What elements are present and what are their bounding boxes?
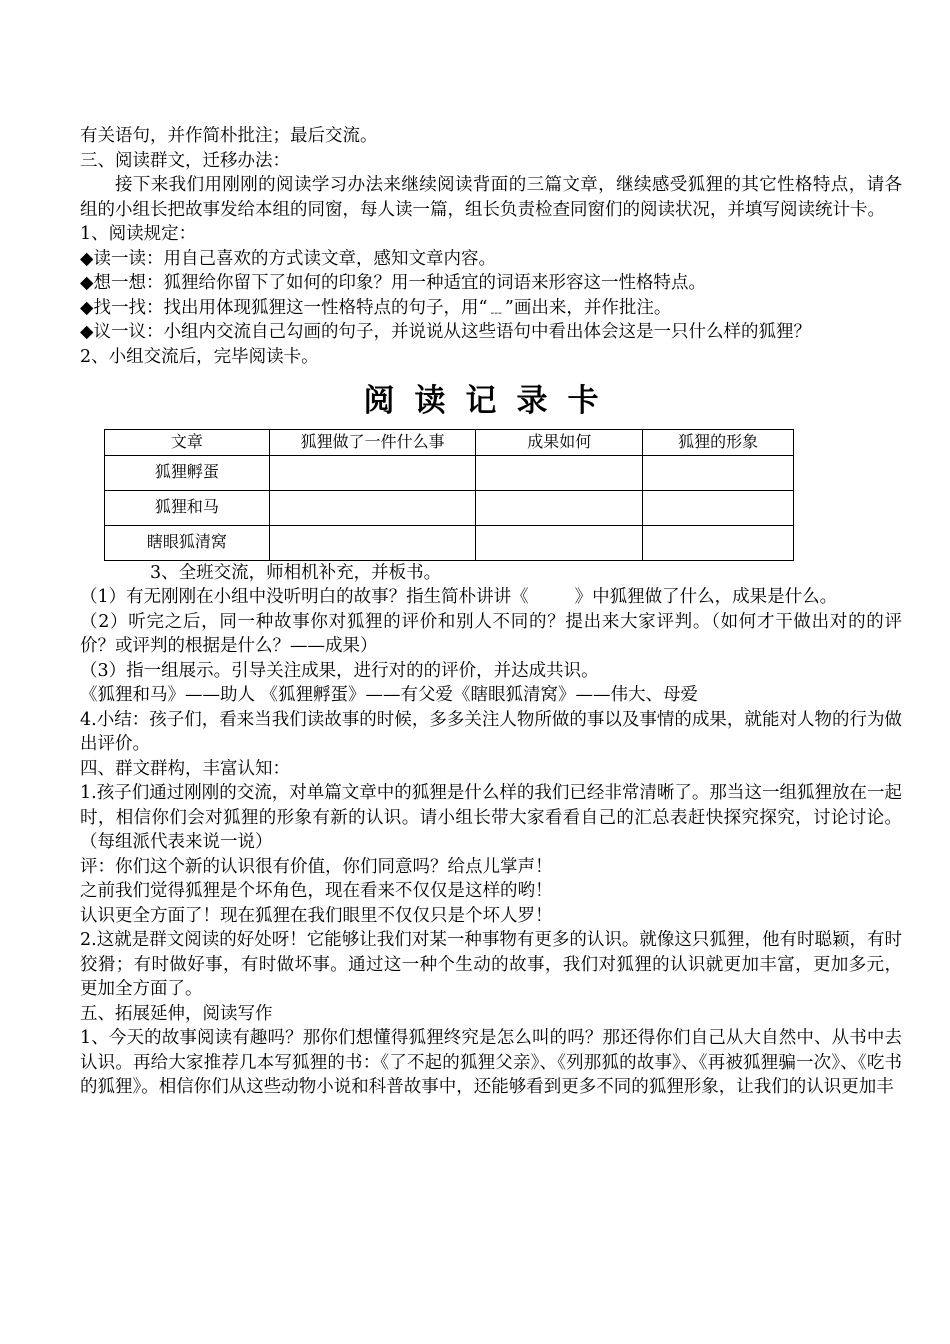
table-header: 狐狸做了一件什么事 [269,430,476,456]
table-header: 狐狸的形象 [643,430,794,456]
table-header-row [105,430,794,456]
table-cell-article: 狐狸孵蛋 [105,455,270,490]
rule-item: ◆读一读：用自己喜欢的方式读文章，感知文章内容。 [80,248,496,269]
step-3: 3、全班交流，师相机补充，并板书。 [150,562,442,583]
section-heading-3: 三、阅读群文，迁移办法： [80,150,290,171]
question-3: （3）指一组展示。引导关注成果，进行对的的评价，并达成共识。 [80,660,599,681]
rule-item: ◆想一想：狐狸给你留下了如何的印象？用一种适宜的词语来形容这一性格特点。 [80,273,706,293]
rules-heading: 1、阅读规定： [80,224,197,244]
section-heading-5: 五、拓展延伸，阅读写作 [80,1003,273,1024]
table-header: 成果如何 [476,430,643,456]
document-page [80,124,902,1100]
table-cell-empty [476,455,643,490]
section-4-paragraph-1: 1.孩子们通过刚刚的交流，对单篇文章中的狐狸是什么样的我们已经非常清晰了。那当这一组狐狸放在一起时，相信你们会对狐狸的形象有新的认识。请小组长带大家看看自己的汇总表赶快探究探究，讨论讨论。（每组派代表来说一说） [80,783,902,852]
table-cell-empty [269,490,476,525]
table-cell-empty [269,455,476,490]
table-header: 文章 [105,430,270,456]
rule-item: ◆找一找：找出用体现狐狸这一性格特点的句子，用“﹍”画出来，并作批注。 [80,297,672,318]
table-cell-article: 瞎眼狐清窝 [105,525,270,560]
table-row [105,525,794,560]
section-5-paragraph-1: 1、今天的故事阅读有趣吗？那你们想懂得狐狸终究是怎么叫的吗？那还得你们自己从大自然中、从书中去认识。再给大家推荐几本写狐狸的书：《了不起的狐狸父亲》、《列那狐的故事》、《再被狐狸骗一次》、《吃书的狐狸》。相信你们从这些动物小说和科普故事中，还能够看到更多不同的狐狸形象，让我们的认识更加丰 [80,1028,902,1097]
question-2: （2）听完之后，同一种故事你对狐狸的评价和别人不同的？提出来大家评判。（如何才干做出对的的评价？或评判的根据是什么？——成果） [80,611,902,656]
table-cell-empty [476,490,643,525]
comment-line: 认识更全方面了！现在狐狸在我们眼里不仅仅只是个坏人罗！ [80,905,553,926]
table-cell-empty [269,525,476,560]
step-2: 2、小组交流后，完毕阅读卡。 [80,346,319,367]
summary: 4.小结：孩子们，看来当我们读故事的时候，多多关注人物所做的事以及事情的成果，就能对人物的行为做出评价。 [80,709,902,754]
table-cell-empty [643,490,794,525]
reading-record-table [104,429,794,561]
question-1-part-a: （1）有无刚刚在小组中没听明白的故事？指生简朴讲讲《 [80,587,529,607]
text-line: 有关语句，并作简朴批注；最后交流。 [80,126,378,146]
table-cell-empty [643,455,794,490]
comment-line: 之前我们觉得狐狸是个坏角色，现在看来不仅仅是这样的哟！ [80,881,553,901]
table-cell-empty [476,525,643,560]
table-row [105,455,794,490]
board-writing: 《狐狸和马》——助人 《狐狸孵蛋》——有父爱《瞎眼狐清窝》——伟大、母爱 [80,685,699,705]
card-title: 阅读记录卡 [363,383,619,419]
section-heading-4: 四、群文群构，丰富认知： [80,758,290,779]
table-row [105,490,794,525]
question-1-part-b: 》中狐狸做了什么，成果是什么。 [574,587,838,607]
table-cell-article: 狐狸和马 [105,490,270,525]
table-cell-empty [643,525,794,560]
rule-item: ◆议一议：小组内交流自己勾画的句子，并说说从这些语句中看出体会这是一只什么样的狐狸？ [80,322,811,342]
comment-line: 评：你们这个新的认识很有价值，你们同意吗？给点儿掌声！ [80,856,553,877]
section-4-paragraph-2: 2.这就是群文阅读的好处呀！它能够让我们对某一种事物有更多的认识。就像这只狐狸，他有时聪颖，有时狡猾；有时做好事，有时做坏事。通过这一种个生动的故事，我们对狐狸的认识就更加丰富，更加多元，更加全方面了。 [80,930,902,999]
question-1 [80,585,902,610]
intro-paragraph: 接下来我们用刚刚的阅读学习办法来继续阅读背面的三篇文章，继续感受狐狸的其它性格特点，请各组的小组长把故事发给本组的同窗，每人读一篇，组长负责检查同窗们的阅读状况，并填写阅读统计卡。 [80,175,902,220]
